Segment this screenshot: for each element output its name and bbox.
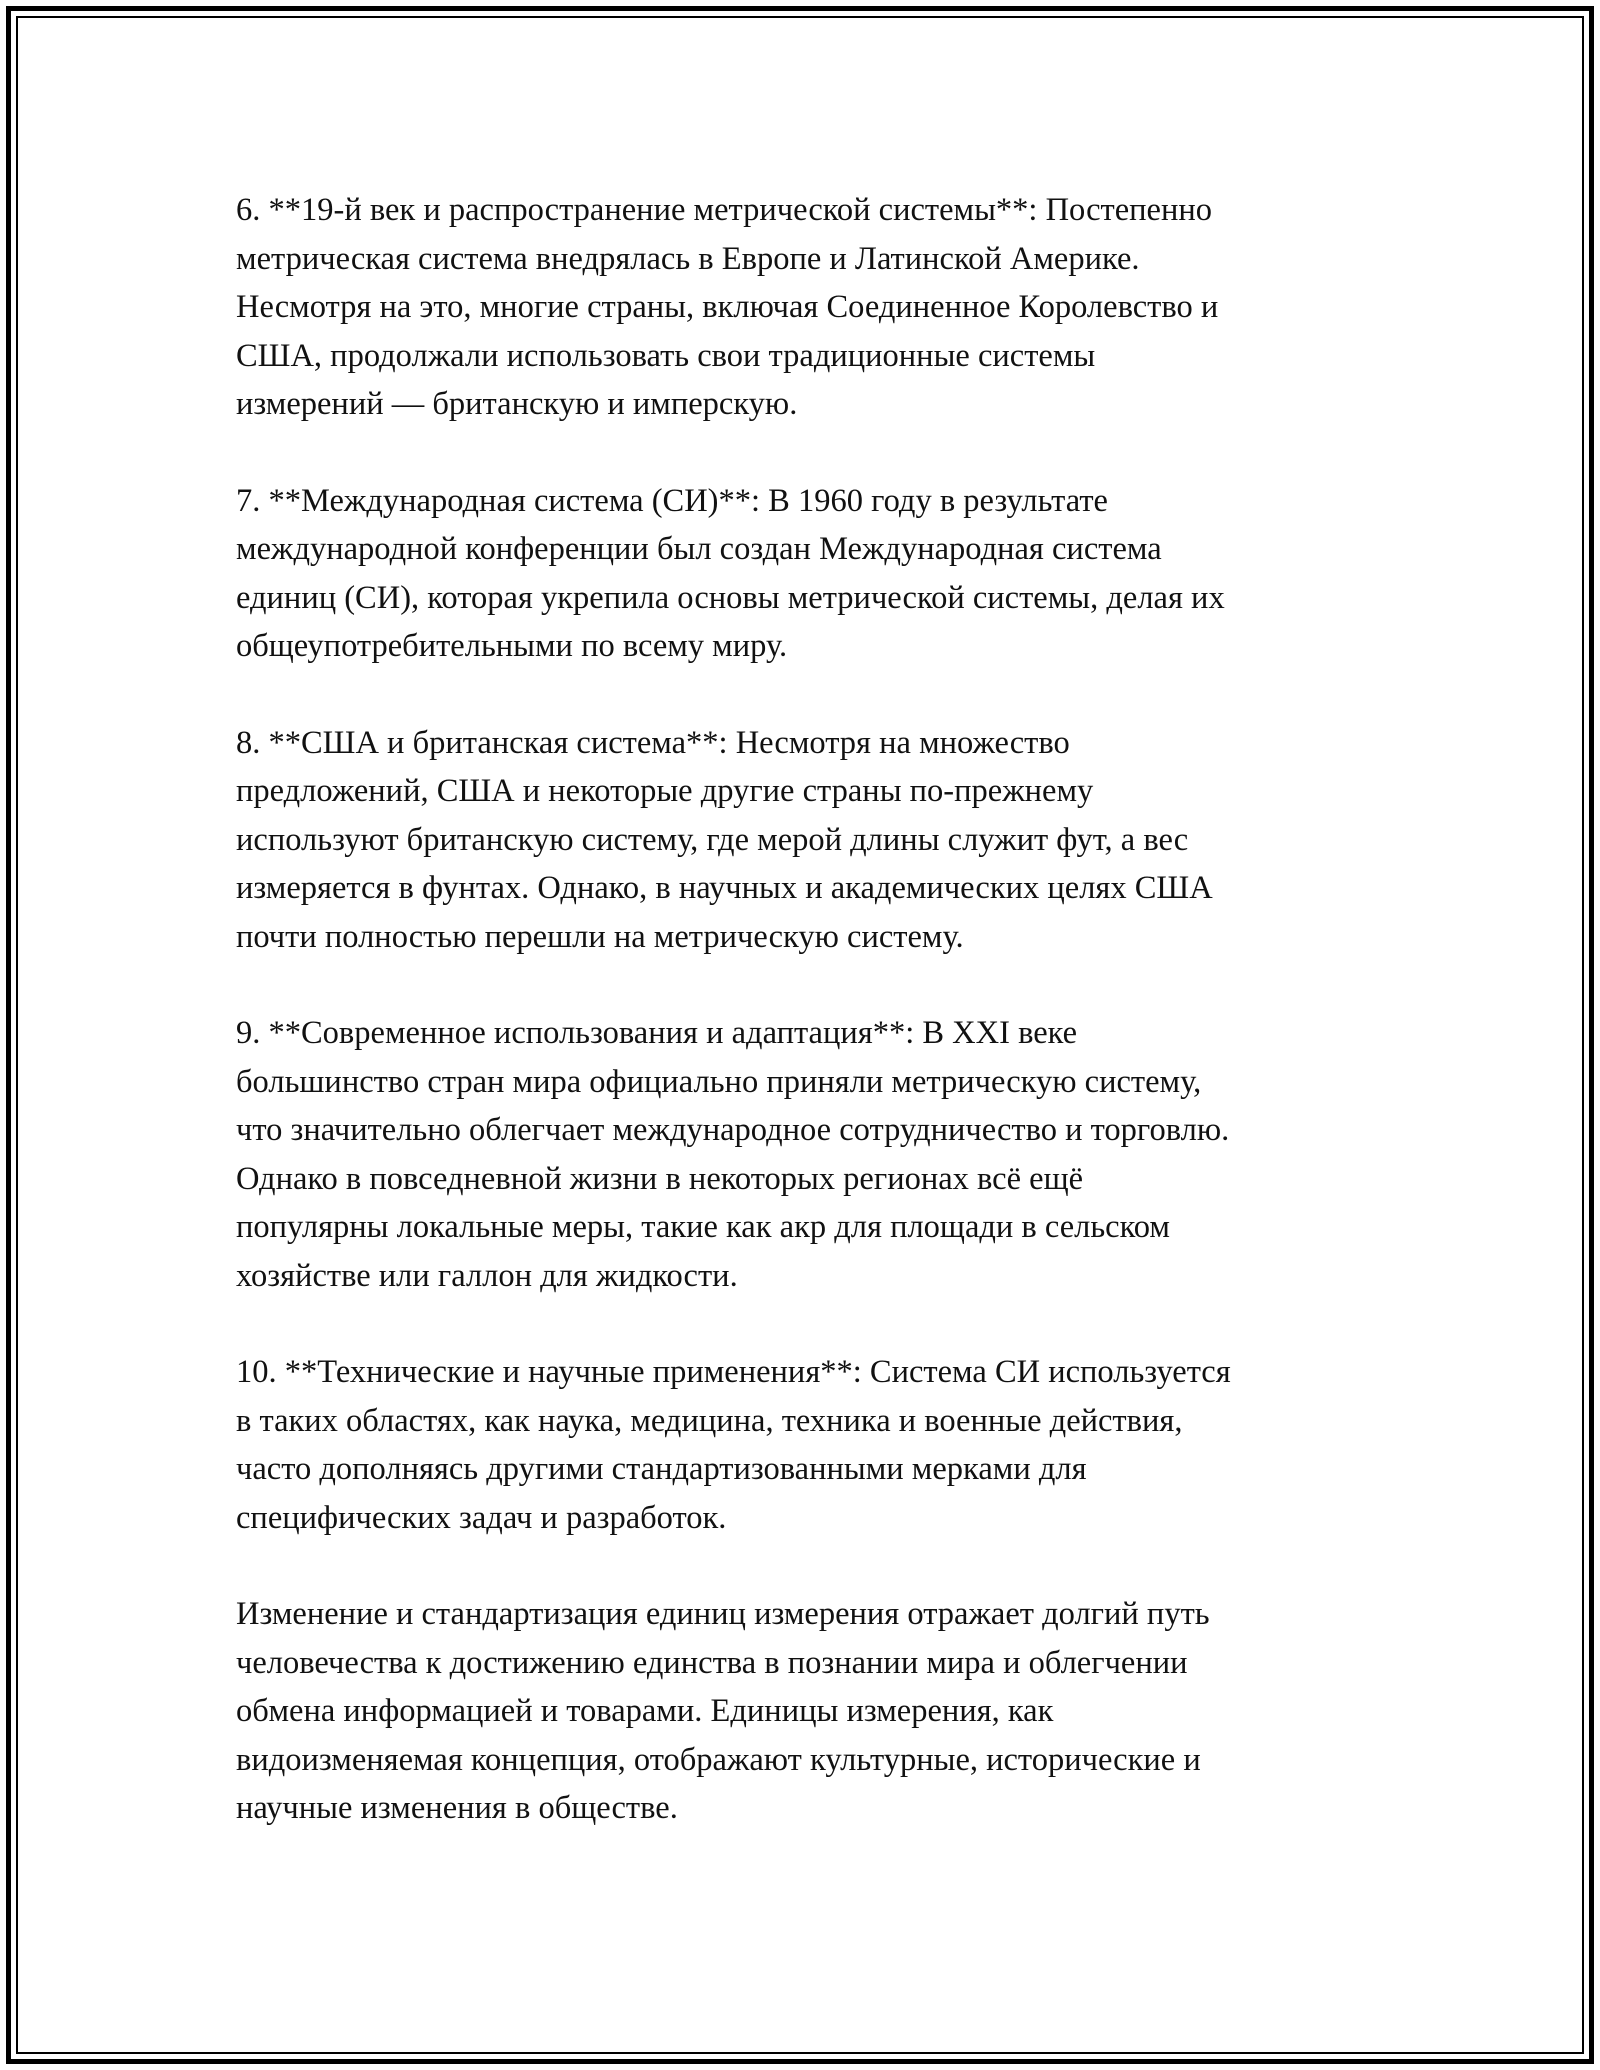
paragraph-item-8: 8. **США и британская система**: Несмотря на множество предложений, США и некоторые другие страны по-прежнему используют британскую систему, где мерой длины служит фут, а вес измеряется в фунтах. Однако, в научных и академических целях США почти полностью перешли на метрическую систему. <box>236 724 1213 955</box>
document-body <box>236 186 1376 1881</box>
paragraph-item-10: 10. **Технические и научные применения**: Система СИ используется в таких областях, как наука, медицина, техника и военные действия, часто дополняясь другими стандартизованными мерками для специфических задач и разработок. <box>236 1354 1231 1536</box>
paragraph-item-7: 7. **Международная система (СИ)**: В 1960 году в результате международной конференции был создан Международная система единиц (СИ), которая укрепила основы метрической системы, делая их общеупотребительными по всему миру. <box>236 482 1225 664</box>
paragraph-item-9: 9. **Современное использования и адаптация**: В XXI веке большинство стран мира официально приняли метрическую систему, что значительно облегчает международное сотрудничество и торговлю. Однако в повседневной жизни в некоторых регионах всё ещё популярны локальные меры, такие как акр для площади в сельском хозяйстве или галлон для жидкости. <box>236 1015 1230 1294</box>
paragraph-item-6: 6. **19-й век и распространение метрической системы**: Постепенно метрическая система внедрялась в Европе и Латинской Америке. Несмотря на это, многие страны, включая Соединенное Королевство и США, продолжали использовать свои традиционные системы измерений — британскую и имперскую. <box>236 192 1219 422</box>
paragraph-conclusion: Изменение и стандартизация единиц измерения отражает долгий путь человечества к достижению единства в познании мира и облегчении обмена информацией и товарами. Единицы измерения, как видоизменяемая концепция, отображают культурные, исторические и научные изменения в обществе. <box>236 1596 1210 1826</box>
